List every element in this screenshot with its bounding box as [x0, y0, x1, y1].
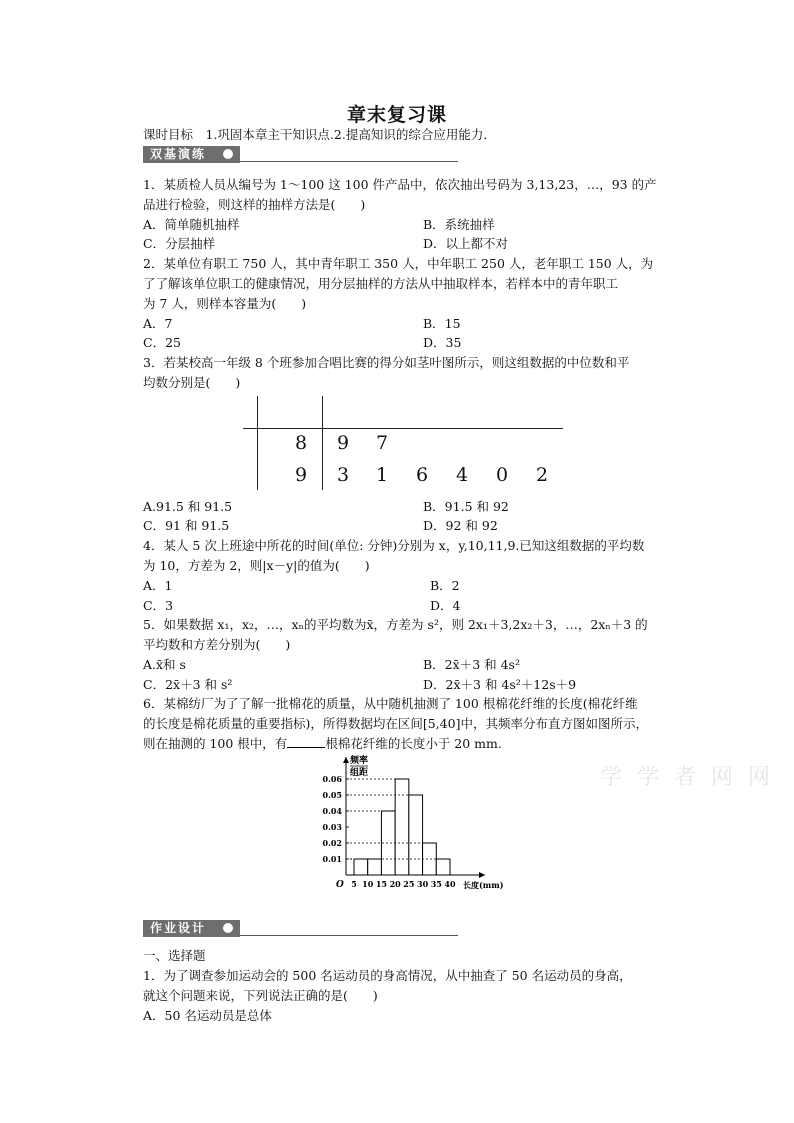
leaf-value: 0: [496, 464, 509, 486]
section-rule: [240, 161, 458, 162]
y-axis-label-top: 频率: [350, 756, 369, 766]
y-axis-label-bottom: 组距: [350, 768, 369, 778]
q1-stem-line1: 1．某质检人员从编号为 1～100 这 100 件产品中，依次抽出号码为 3,13,23，…，93 的产: [143, 177, 657, 192]
q2-stem-line1: 2．某单位有职工 750 人，其中青年职工 350 人，中年职工 250 人，老年职工 150 人，为: [143, 256, 654, 271]
q4-option-a: A．1: [143, 578, 173, 593]
watermark: 学 学 者 网 网: [600, 765, 774, 790]
histogram-bar: [368, 859, 382, 875]
section-label: 作业设计: [143, 920, 240, 937]
q1-option-c: C．分层抽样: [143, 236, 216, 251]
x-tick-label: 15: [375, 879, 387, 889]
stem-header-rule: [243, 428, 563, 429]
x-tick-label: 5: [351, 879, 357, 889]
x-tick-label: 10: [362, 879, 374, 889]
q1-stem-line2: 品进行检验，则这样的抽样方法是( ): [143, 197, 366, 212]
section-label: 双基演练: [143, 146, 240, 163]
q1-option-b: B．系统抽样: [423, 217, 495, 232]
histogram-bar: [436, 859, 450, 875]
lesson-objective: 课时目标 1.巩固本章主干知识点.2.提高知识的综合应用能力．: [143, 127, 496, 142]
section-rule: [240, 935, 458, 936]
q3-stem-line2: 均数分别是( ): [143, 375, 241, 390]
leaf-value: 6: [416, 464, 429, 486]
y-tick-label: 0.02: [322, 838, 342, 848]
stem-divider-left: [257, 396, 258, 490]
leaf-value: 3: [337, 464, 350, 486]
leaf-value: 2: [536, 464, 549, 486]
q1-option-d: D．以上都不对: [423, 236, 509, 251]
q1-option-a: A．简单随机抽样: [143, 217, 240, 232]
y-tick-label: 0.01: [322, 854, 342, 864]
q3-stem-line1: 3．若某校高一年级 8 个班参加合唱比赛的得分如茎叶图所示，则这组数据的中位数和平: [143, 355, 630, 370]
x-tick-label: 30: [417, 879, 429, 889]
y-tick-label: 0.06: [322, 774, 342, 784]
hw-heading: 一、选择题: [143, 948, 206, 963]
histogram-bar: [354, 859, 368, 875]
origin-label: O: [336, 880, 344, 890]
x-tick-label: 20: [389, 879, 401, 889]
q3-option-b: B．91.5 和 92: [423, 499, 509, 514]
y-tick-label: 0.03: [322, 822, 342, 832]
q4-stem-line2: 为 10，方差为 2，则|x－y|的值为( ): [143, 558, 370, 573]
answer-blank: [287, 736, 325, 748]
hw-q1-stem-line2: 就这个问题来说，下列说法正确的是( ): [143, 988, 378, 1003]
q3-option-d: D．92 和 92: [423, 518, 498, 533]
q6-stem-line3-start: 则在抽测的 100 根中，有: [143, 736, 288, 751]
stem-divider-right: [322, 396, 323, 490]
x-axis-label: 长度(mm): [463, 880, 504, 890]
bullet-dot-icon: [223, 149, 233, 159]
q4-option-b: B．2: [430, 578, 460, 593]
stem-value: 9: [295, 464, 308, 486]
q6-stem-line3: [143, 734, 502, 752]
q6-stem-line3-end: 根棉花纤维的长度小于 20 mm.: [325, 736, 502, 751]
q4-stem-line1: 4．某人 5 次上班途中所花的时间(单位: 分钟)分别为 x，y,10,11,9.已知这组数据的平均数: [143, 538, 645, 553]
q6-stem-line2: 的长度是棉花质量的重要指标)，所得数据均在区间[5,40]中，其频率分布直方图如图所示，: [143, 716, 648, 731]
q4-option-d: D．4: [430, 598, 461, 613]
page-title: 章末复习课: [346, 104, 447, 126]
q4-option-c: C．3: [143, 598, 174, 613]
section-header-basic-practice: [143, 146, 458, 163]
hw-q1-option-a: A．50 名运动员是总体: [143, 1008, 272, 1023]
q6-stem-line1: 6．某棉纺厂为了了解一批棉花的质量，从中随机抽测了 100 根棉花纤维的长度(棉花纤维: [143, 696, 638, 711]
stem-value: 8: [295, 432, 308, 454]
q3-option-a: A.91.5 和 91.5: [143, 499, 233, 514]
q5-option-c: C．2x̄＋3 和 s²: [143, 677, 233, 692]
q2-stem-line2: 了了解该单位职工的健康情况，用分层抽样的方法从中抽取样本，若样本中的青年职工: [143, 276, 619, 291]
q5-option-d: D．2x̄＋3 和 4s²＋12s＋9: [423, 677, 577, 692]
q2-option-c: C．25: [143, 335, 181, 350]
leaf-value: 1: [376, 464, 389, 486]
x-tick-label: 25: [403, 879, 415, 889]
histogram-bar: [409, 795, 423, 875]
q2-stem-line3: 为 7 人，则样本容量为( ): [143, 296, 307, 311]
x-tick-label: 40: [444, 879, 456, 889]
q5-option-b: B．2x̄＋3 和 4s²: [423, 657, 520, 672]
hw-q1-stem-line1: 1．为了调查参加运动会的 500 名运动员的身高情况，从中抽查了 50 名运动员的身高，: [143, 968, 632, 983]
leaf-value: 4: [456, 464, 469, 486]
q2-option-d: D．35: [423, 335, 462, 350]
q3-option-c: C．91 和 91.5: [143, 518, 230, 533]
leaf-value: 9: [337, 432, 350, 454]
q2-option-a: A．7: [143, 316, 173, 331]
q2-option-b: B．15: [423, 316, 461, 331]
leaf-value: 7: [376, 432, 389, 454]
histogram-bar: [395, 779, 409, 875]
section-header-homework: [143, 920, 458, 937]
y-tick-label: 0.05: [322, 790, 342, 800]
frequency-histogram: [310, 755, 510, 895]
q5-option-a: A.x̄和 s: [143, 657, 186, 672]
stem-leaf-plot: [243, 396, 563, 490]
y-tick-label: 0.04: [322, 806, 342, 816]
q5-stem-line1: 5．如果数据 x₁，x₂，…，xₙ的平均数为x̄，方差为 s²，则 2x₁＋3,2x₂＋3，…，2xₙ＋3 的: [143, 617, 648, 632]
y-axis-arrow-icon: [343, 757, 349, 763]
bullet-dot-icon: [223, 923, 233, 933]
x-tick-label: 35: [430, 879, 442, 889]
q5-stem-line2: 平均数和方差分别为( ): [143, 637, 291, 652]
x-axis-arrow-icon: [479, 872, 485, 878]
